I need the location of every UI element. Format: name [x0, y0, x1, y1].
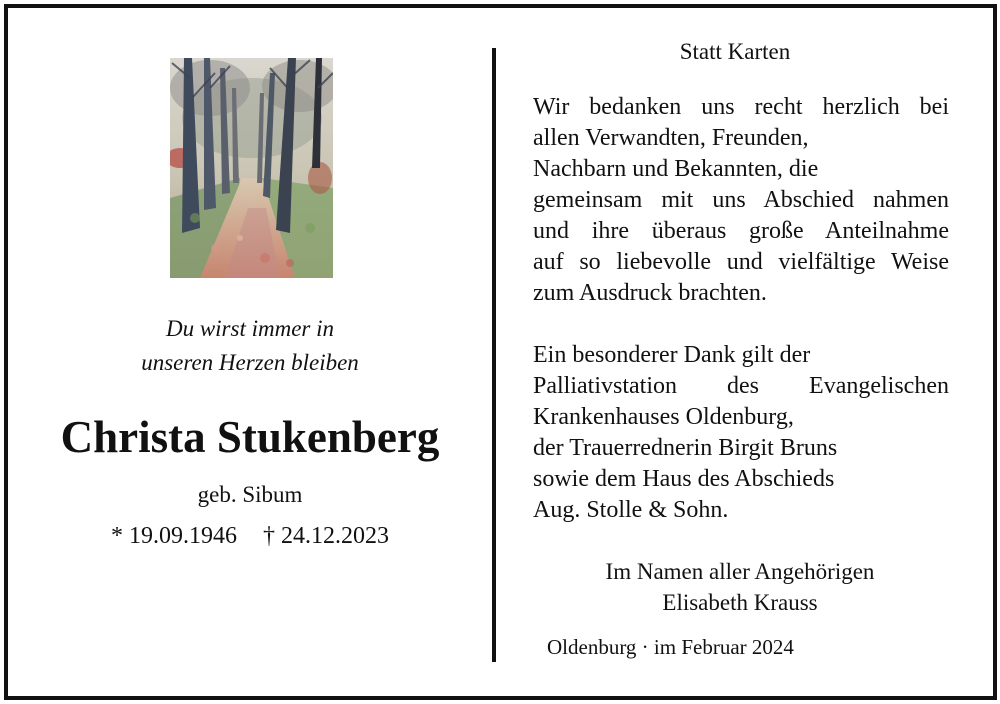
- motto-line: Du wirst immer in: [165, 316, 335, 341]
- text-line: zum Ausdruck brachten.: [533, 280, 767, 306]
- text-line: Ein besonderer Dank gilt der: [533, 342, 811, 368]
- text-line: der Trauerrednerin Birgit Bruns: [533, 435, 838, 461]
- text-line: sowie dem Haus des Abschieds: [533, 466, 835, 492]
- motto-line: unseren Herzen bleiben: [141, 350, 359, 375]
- text-line: Wir bedanken uns recht herzlich bei: [533, 94, 949, 120]
- signature-block: [550, 556, 930, 618]
- signature-name: Elisabeth Krauss: [662, 590, 818, 615]
- text-line: Palliativstation des Evangelischen: [533, 373, 949, 399]
- signature-line: Im Namen aller Angehörigen: [605, 559, 875, 584]
- column-divider: [492, 48, 496, 662]
- deceased-name: Christa Stukenberg: [60, 412, 440, 462]
- text-line: gemeinsam mit uns Abschied nahmen: [533, 187, 949, 213]
- special-thanks-paragraph: [533, 340, 949, 526]
- text-line: Nachbarn und Bekannten, die: [533, 156, 819, 182]
- life-dates: [60, 520, 440, 552]
- birth-name: geb. Sibum: [197, 482, 303, 507]
- text-line: allen Verwandten, Freunden,: [533, 125, 809, 151]
- text-line: und ihre überaus große Anteilnahme: [533, 218, 949, 244]
- place-and-date: Oldenburg · im Februar 2024: [547, 635, 794, 659]
- text-line: Krankenhauses Oldenburg,: [533, 404, 794, 430]
- heading-statt-karten: Statt Karten: [679, 39, 791, 64]
- birth-date: * 19.09.1946: [111, 523, 237, 549]
- painting-image: [170, 58, 333, 278]
- death-date: † 24.12.2023: [263, 523, 389, 549]
- thanks-paragraph: [533, 92, 949, 309]
- text-line: auf so liebevolle und vielfältige Weise: [533, 249, 949, 275]
- memorial-motto: [100, 312, 400, 380]
- text-line: Aug. Stolle & Sohn.: [533, 497, 729, 523]
